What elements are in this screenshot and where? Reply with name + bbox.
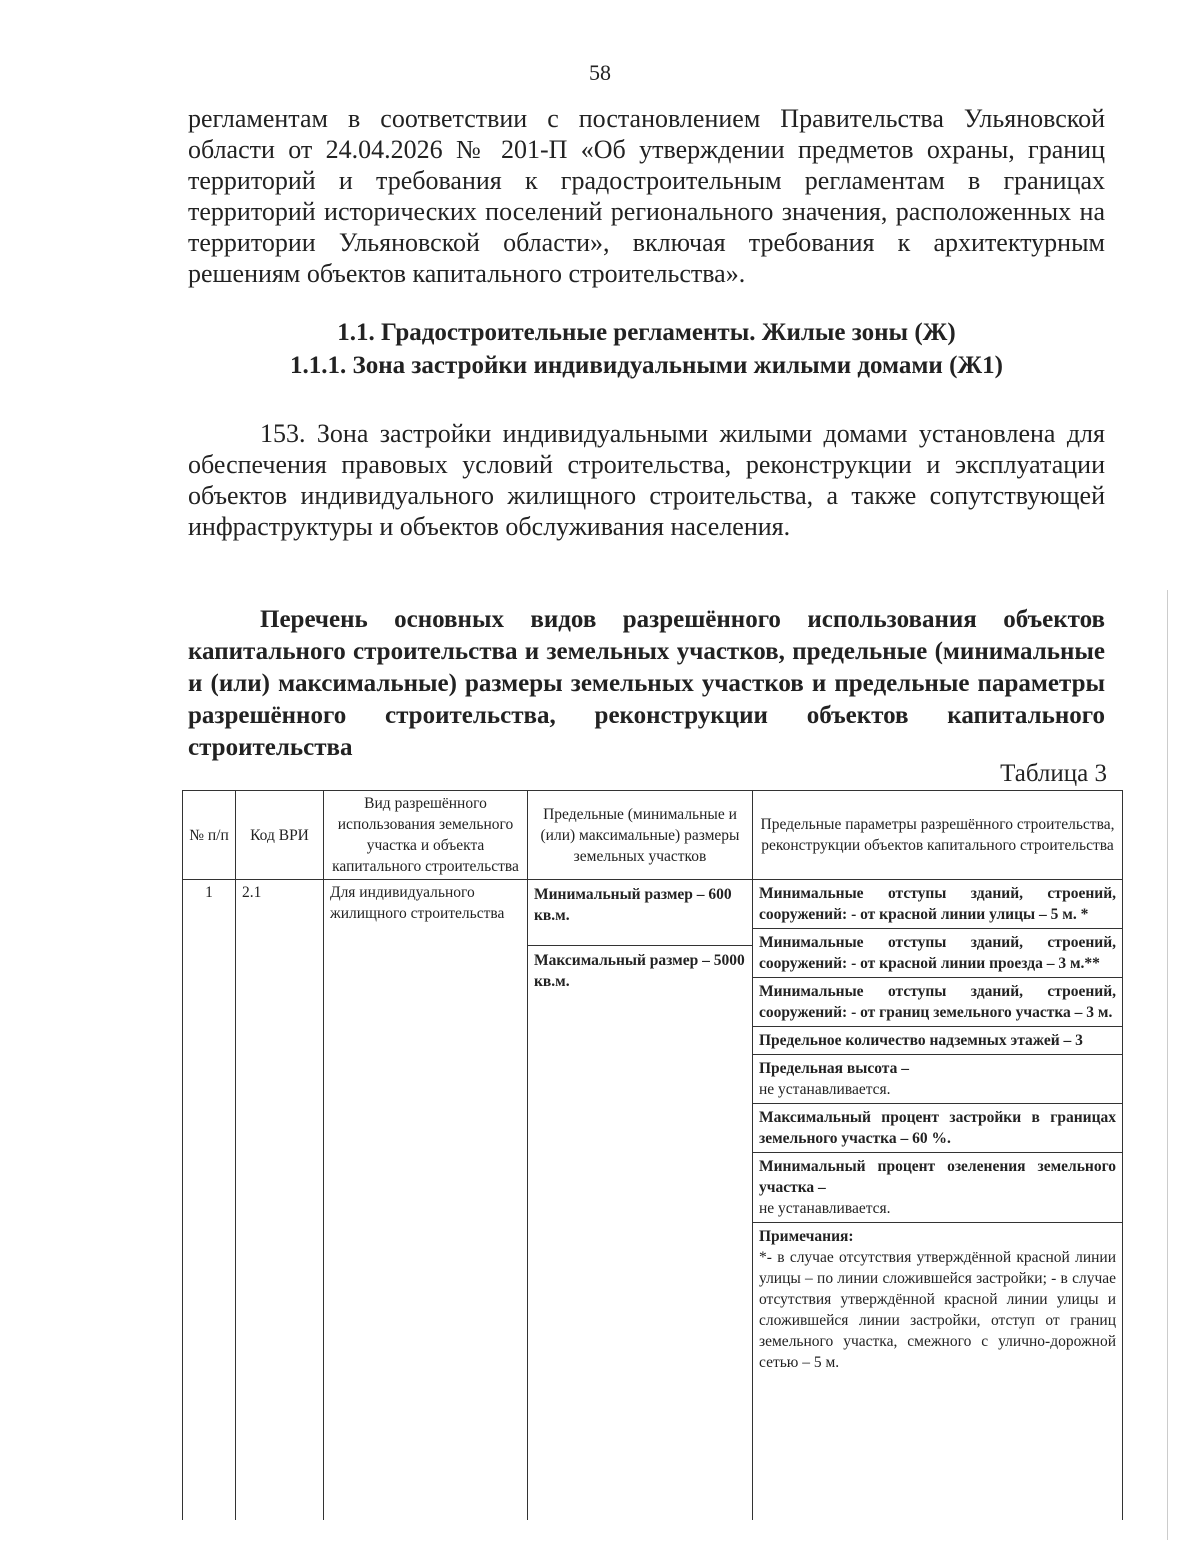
- header-num: № п/п: [183, 791, 236, 880]
- page-number: 58: [589, 60, 611, 85]
- header-limits: Предельные (минимальные и (или) максимальные) размеры земельных участков: [528, 791, 753, 880]
- param-height: Предельная высота – не устанавливается.: [753, 1054, 1122, 1103]
- subsection-heading: 1.1.1. Зона застройки индивидуальными жилыми домами (Ж1): [290, 352, 1003, 379]
- param-notes: Примечания: *- в случае отсутствия утверждённой красной линии улицы – по линии сложившейся застройки; - в случае отсутствия утверждённой красной линии улицы и сложившейся линии застройки, отступ от границ земельного участка, смежного с улично-дорожной сетью – 5 м.: [753, 1222, 1122, 1376]
- section-heading: 1.1. Градостроительные регламенты. Жилые зоны (Ж): [337, 319, 956, 346]
- param-floors: Предельное количество надземных этажей – 3: [753, 1026, 1122, 1054]
- paragraph-153: 153. Зона застройки индивидуальными жилыми домами установлена для обеспечения правовых условий строительства, реконструкции и эксплуатации объектов индивидуального жилищного строительства, а также сопутствующей инфраструктуры и объектов обслуживания населения.: [188, 419, 1105, 541]
- regulations-table: [182, 790, 1123, 1520]
- param-coverage: Максимальный процент застройки в границах земельного участка – 60 %.: [753, 1103, 1122, 1152]
- limit-min: Минимальный размер – 600 кв.м.: [534, 886, 732, 924]
- scan-edge-line: [1167, 590, 1168, 1540]
- header-params: Предельные параметры разрешённого строительства, реконструкции объектов капитального строительства: [753, 791, 1123, 880]
- param-driveway-setback: Минимальные отступы зданий, строений, сооружений: - от красной линии проезда – 3 м.**: [753, 928, 1122, 977]
- param-greenery: Минимальный процент озеленения земельного участка – не устанавливается.: [753, 1152, 1122, 1222]
- list-title: Перечень основных видов разрешённого использования объектов капитального строительства и земельных участков, предельные (минимальные и (или) максимальные) размеры земельных участков и предельные параметры разрешённого строительства, реконструкции объектов капитального строительства: [188, 606, 1105, 761]
- row-limits: [528, 880, 753, 1520]
- header-use-type: Вид разрешённого использования земельного участка и объекта капитального строительства: [324, 791, 528, 880]
- intro-paragraph: регламентам в соответствии с постановлением Правительства Ульяновской области от 24.04.2026 № 201-П «Об утверждении предметов охраны, границ территорий и требования к градостроительным регламентам в границах территорий исторических поселений регионального значения, расположенных на территории Ульяновской области», включая требования к архитектурным решениям объектов капитального строительства».: [188, 104, 1105, 288]
- param-street-setback: Минимальные отступы зданий, строений, сооружений: - от красной линии улицы – 5 м. *: [759, 885, 1116, 923]
- table-label: Таблица 3: [1000, 760, 1107, 787]
- header-code: Код ВРИ: [236, 791, 324, 880]
- row-use-type: Для индивидуального жилищного строительства: [324, 880, 528, 1520]
- row-params: [753, 880, 1123, 1520]
- param-plot-border-setback: Минимальные отступы зданий, строений, сооружений: - от границ земельного участка – 3 м.: [753, 977, 1122, 1026]
- table-row: [183, 880, 1123, 1520]
- row-code: 2.1: [236, 880, 324, 1520]
- table-header-row: [183, 791, 1123, 880]
- limit-max: Максимальный размер – 5000 кв.м.: [528, 945, 752, 996]
- row-num: 1: [183, 880, 236, 1520]
